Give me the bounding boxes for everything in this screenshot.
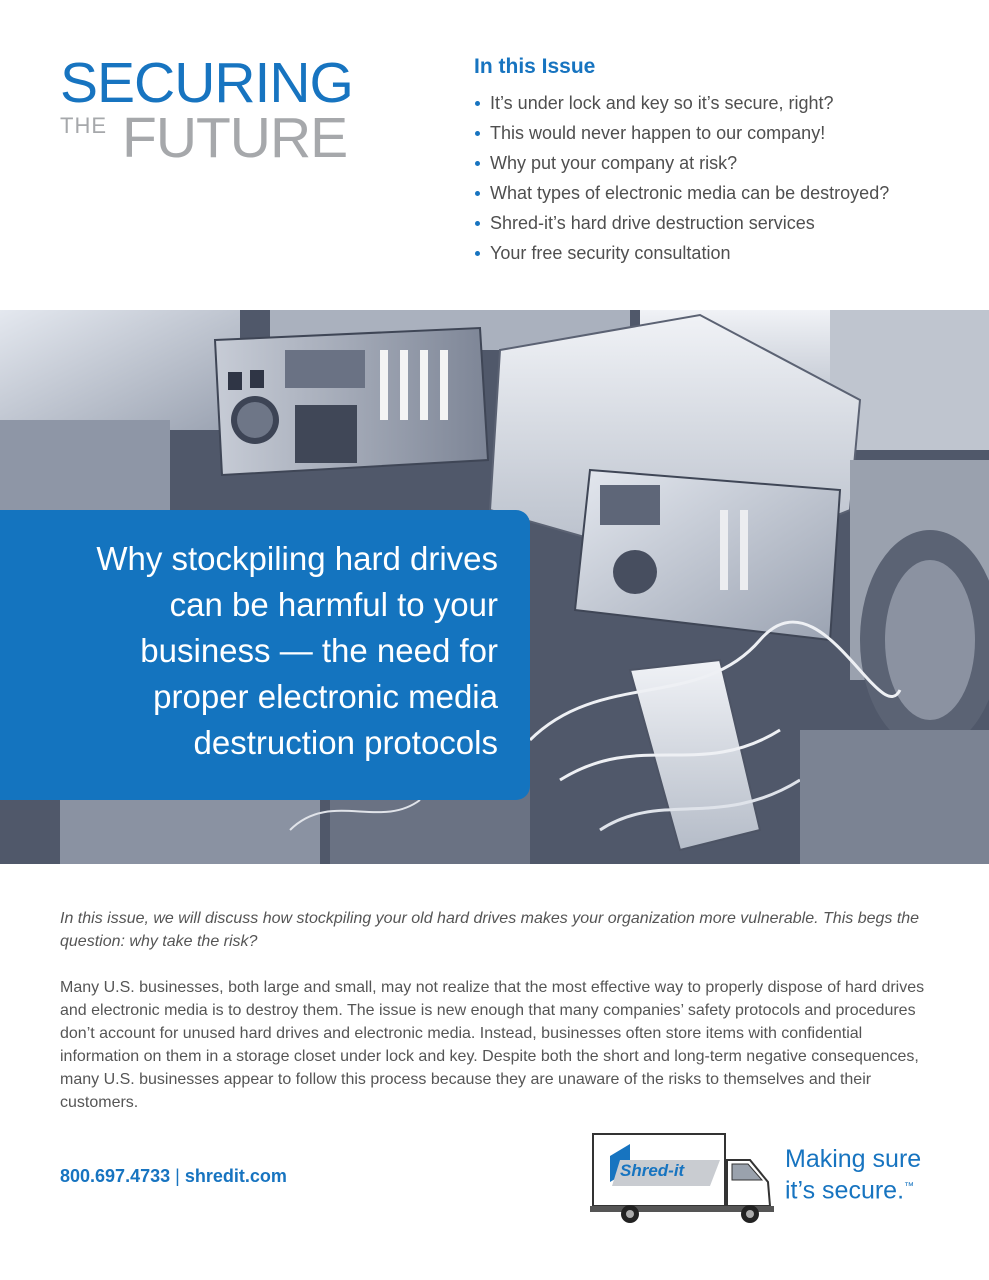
issue-item: Shred-it’s hard drive destruction services	[474, 208, 954, 238]
callout-line: destruction protocols	[193, 724, 498, 761]
intro-paragraph: In this issue, we will discuss how stockpiling your old hard drives makes your organization more vulnerable. This begs the question: why take the risk?	[60, 910, 920, 950]
issue-title: In this Issue	[474, 55, 596, 78]
website-link[interactable]: shredit.com	[184, 1166, 287, 1186]
callout-line: Why stockpiling hard drives	[96, 540, 498, 577]
issue-item: Why put your company at risk?	[474, 148, 954, 178]
issue-list	[474, 88, 954, 268]
callout-line: can be harmful to your	[169, 586, 498, 623]
masthead-logo	[60, 51, 390, 175]
tagline-line2: it’s secure.	[785, 1176, 905, 1205]
tagline-line1: Making sure	[785, 1145, 922, 1173]
in-this-issue	[474, 54, 954, 268]
shredit-truck-logo-icon	[590, 1130, 776, 1226]
contact-separator: |	[175, 1166, 180, 1186]
phone-number[interactable]: 800.697.4733	[60, 1166, 171, 1186]
masthead-future: FUTURE	[122, 106, 348, 170]
issue-item: It’s under lock and key so it’s secure, right?	[474, 88, 954, 118]
masthead-securing: SECURING	[60, 51, 353, 115]
truck-logo-text: Shred-it	[620, 1161, 685, 1180]
trademark-symbol: ™	[904, 1181, 915, 1192]
headline-callout	[0, 510, 530, 800]
issue-item: This would never happen to our company!	[474, 118, 954, 148]
callout-line: proper electronic media	[153, 678, 498, 715]
callout-line: business — the need for	[140, 632, 498, 669]
tagline	[785, 1146, 921, 1204]
masthead-the: THE	[60, 113, 107, 138]
body-paragraph: Many U.S. businesses, both large and small, may not realize that the most effective way to properly dispose of hard drives and electronic media is to destroy them. The issue is new enough that many companies’ safety protocols and procedures don’t account for unused hard drives and electronic media. Instead, businesses often store items with confidential information on them in a storage closet under lock and key. Despite both the short and long-term negative consequences, many U.S. businesses appear to follow this process because they are unaware of the risks to themselves and their customers.	[60, 979, 925, 1111]
issue-item: Your free security consultation	[474, 238, 954, 268]
contact-info	[60, 1166, 287, 1187]
issue-item: What types of electronic media can be destroyed?	[474, 178, 954, 208]
